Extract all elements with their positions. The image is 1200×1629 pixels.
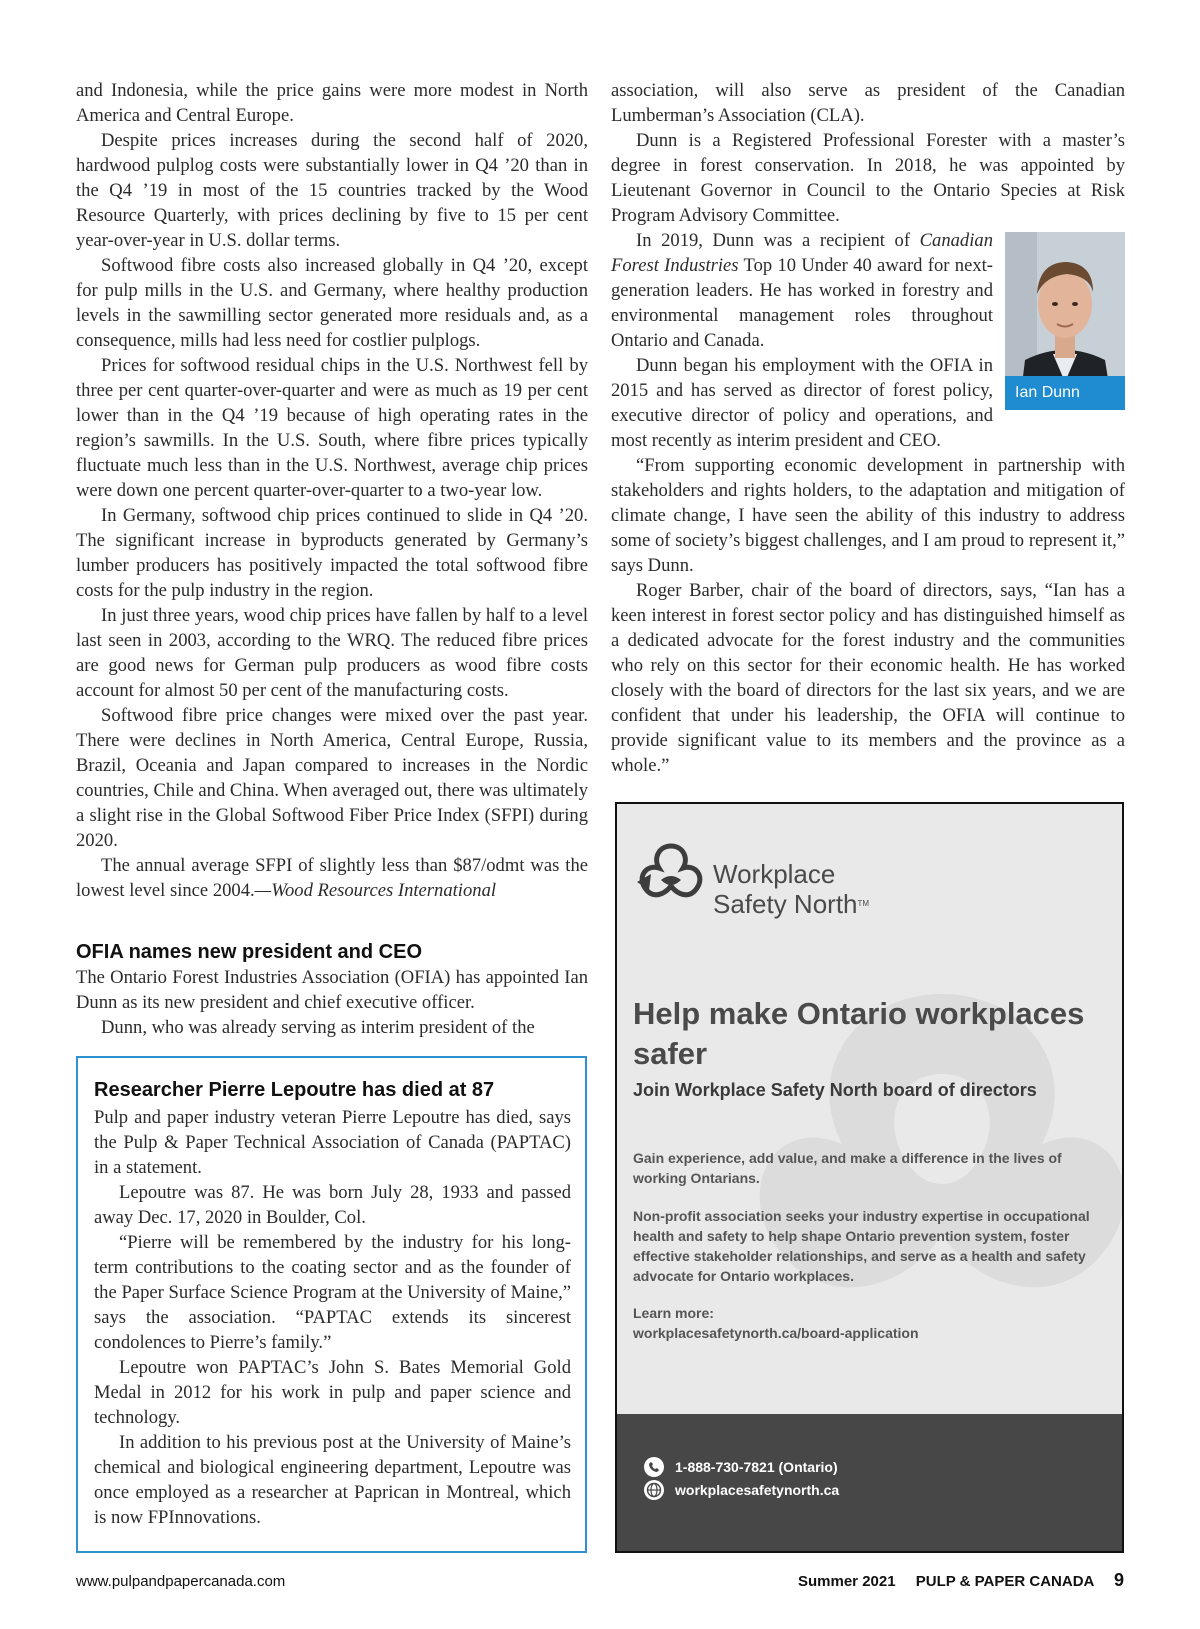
logo-line-2 [713, 889, 869, 919]
workplace-safety-north-logo-icon [631, 838, 711, 918]
article-paragraph: “From supporting economic development in partnership with stakeholders and rights holders, to the adaptation and mitigation of climate change, I have seen the ability of this industry to address some of society’s biggest challenges, and I am proud to represent it,” says Dunn. [611, 455, 1125, 576]
article-paragraph: Roger Barber, chair of the board of directors, says, “Ian has a keen interest in forest sector policy and has distinguished himself as a dedicated advocate for the forest industry and the communities who rely on this sector for their economic health. He has worked closely with the board of directors for the last six years, and we are confident that under his leadership, the OFIA will continue to provide significant value to its members and the province as a whole.” [611, 580, 1125, 776]
page-footer [76, 1570, 1124, 1594]
article-paragraph: Softwood fibre price changes were mixed over the past year. There were declines in North America, Central Europe, Russia, Brazil, Oceania and Japan compared to increases in the Nordic countries, Chile and China. When averaged out, there was ultimately a slight rise in the Global Softwood Fiber Price Index (SFPI) during 2020. [76, 705, 588, 851]
ad-contact-footer [617, 1414, 1122, 1551]
article-paragraph: In just three years, wood chip prices have fallen by half to a level last seen in 2003, according to the WRQ. The reduced fibre prices are good news for German pulp producers as wood fibre costs account for almost 50 per cent of the manufacturing costs. [76, 605, 588, 701]
ad-phone[interactable] [643, 1456, 838, 1478]
ofia-headline: OFIA names new president and CEO [76, 941, 422, 963]
last-paragraph-text: The annual average SFPI of slightly less than $87/odmt was the lowest level since 2004. [76, 855, 588, 901]
article-paragraph: In Germany, softwood chip prices continued to slide in Q4 ’20. The significant increase in byproducts generated by Germany’s lumber producers has positively impacted the total softwood fibre costs for the pulp industry in the region. [76, 505, 588, 601]
obituary-paragraph: Lepoutre won PAPTAC’s John S. Bates Memorial Gold Medal in 2012 for his work in pulp and paper science and technology. [94, 1357, 571, 1428]
obituary-paragraph: Lepoutre was 87. He was born July 28, 1933 and passed away Dec. 17, 2020 in Boulder, Col. [94, 1182, 571, 1228]
article-paragraph-last [76, 853, 588, 903]
award-prefix: In 2019, Dunn was a recipient of [636, 230, 920, 251]
article-source: —Wood Resources International [254, 880, 497, 901]
obituary-paragraph: In addition to his previous post at the University of Maine’s chemical and biological engineering department, Lepoutre was once employed as a researcher at Paprican in Montreal, which is now FPInnovations. [94, 1432, 571, 1528]
ian-dunn-photo [1005, 232, 1125, 410]
ad-subtitle: Join Workplace Safety North board of directors [633, 1080, 1037, 1100]
ad-learn-more [633, 1303, 1103, 1343]
workplace-safety-ad[interactable] [615, 802, 1124, 1553]
ad-title: Help make Ontario workplaces safer [633, 996, 1085, 1071]
article-paragraph: Prices for softwood residual chips in the U.S. Northwest fell by three per cent quarter-over-quarter and were as much as 19 per cent lower than in the Q4 ’19 because of high operating rates in the region’s sawmills. In the U.S. South, where fibre prices typically fluctuate much less than in the U.S. Northwest, average chip prices were down one percent quarter-over-quarter to a two-year low. [76, 355, 588, 501]
obituary-paragraph: “Pierre will be remembered by the industry for his long-term contributions to the coating sector and as the founder of the Paper Surface Science Program at the University of Maine,” says the association. “PAPTAC extends its sincerest condolences to Pierre’s family.” [94, 1232, 571, 1353]
ad-body-2: Non-profit association seeks your industry expertise in occupational health and safety to help shape Ontario prevention system, foster effective stakeholder relationships, and serve as a health and safety advocate for Ontario workplaces. [633, 1208, 1090, 1284]
left-column [76, 78, 588, 1040]
footer-website[interactable]: www.pulpandpapercanada.com [76, 1573, 286, 1590]
footer-publication: PULP & PAPER CANADA [915, 1573, 1094, 1590]
logo-wordmark [713, 859, 869, 919]
ad-website[interactable] [643, 1479, 839, 1501]
article-paragraph: Dunn began his employment with the OFIA in 2015 and has served as director of forest policy, executive director of policy and operations, and most recently as interim president and CEO. [611, 355, 993, 451]
ofia-paragraph: The Ontario Forest Industries Association (OFIA) has appointed Ian Dunn as its new president and chief executive officer. [76, 967, 588, 1013]
ofia-paragraph: Dunn, who was already serving as interim president of the [101, 1017, 535, 1038]
award-suffix: Top 10 Under 40 award for next-generation leaders. He has worked in forestry and environmental management roles throughout Ontario and Canada. [611, 255, 993, 351]
footer-issue: Summer 2021 [798, 1573, 896, 1590]
phone-icon [643, 1456, 665, 1478]
logo-line-2-text: Safety North [713, 889, 858, 919]
trademark: TM [857, 899, 870, 908]
globe-icon [643, 1479, 665, 1501]
obituary-paragraph: Pulp and paper industry veteran Pierre Lepoutre has died, says the Pulp & Paper Technical Association of Canada (PAPTAC) in a statement. [94, 1107, 571, 1178]
article-paragraph: Dunn is a Registered Professional Forester with a master’s degree in forest conservation. In 2018, he was appointed by Lieutenant Governor in Council to the Ontario Species at Risk Program Advisory Committee. [611, 130, 1125, 226]
article-paragraph: and Indonesia, while the price gains were more modest in North America and Central Europe. [76, 80, 588, 126]
ad-body-1: Gain experience, add value, and make a difference in the lives of working Ontarians. [633, 1150, 1062, 1186]
obituary-box [76, 1056, 587, 1553]
obituary-headline: Researcher Pierre Lepoutre has died at 87 [94, 1079, 495, 1101]
article-paragraph: association, will also serve as president of the Canadian Lumberman’s Association (CLA). [611, 80, 1125, 126]
article-paragraph: Despite prices increases during the second half of 2020, hardwood pulplog costs were substantially lower in Q4 ’20 than in the Q4 ’19 in most of the 15 countries tracked by the Wood Resource Quarterly, with prices declining by five to 15 per cent year-over-year in U.S. dollar terms. [76, 130, 588, 251]
page-number: 9 [1113, 1570, 1124, 1590]
phone-number: 1-888-730-7821 (Ontario) [675, 1459, 838, 1475]
footer-right [782, 1570, 1124, 1591]
learn-more-label: Learn more: [633, 1305, 714, 1321]
learn-more-link[interactable]: workplacesafetynorth.ca/board-application [633, 1325, 919, 1341]
article-paragraph: Softwood fibre costs also increased globally in Q4 ’20, except for pulp mills in the U.S. and Germany, where healthy production levels in the sawmilling sector generated more residuals and, as a consequence, mills had less need for costlier pulplogs. [76, 255, 588, 351]
website-url: workplacesafetynorth.ca [675, 1482, 840, 1498]
award-name: Canadian Forest Industries [611, 230, 993, 276]
logo-line-1: Workplace [713, 859, 836, 889]
right-column [611, 78, 1125, 778]
photo-caption: Ian Dunn [1005, 376, 1125, 410]
